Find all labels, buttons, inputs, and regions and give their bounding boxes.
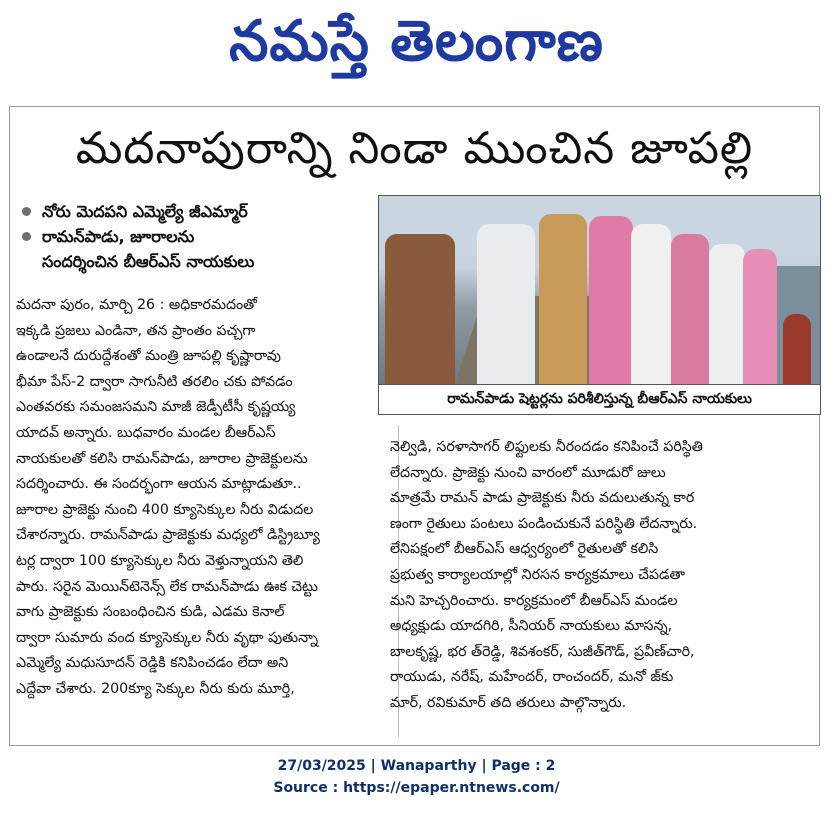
- article-headline: మదనాపురాన్ని నిండా ముంచిన జూపల్లి: [75, 123, 754, 174]
- page-footer: [0, 755, 833, 799]
- edition-info: 27/03/2025 | Wanaparthy | Page : 2: [277, 758, 556, 774]
- photo-person: [743, 249, 777, 384]
- photo-person: [671, 234, 709, 384]
- body-line: అధ్యక్షుడు యాదగిరి, సీనియర్ నాయకులు మాసన్న,: [390, 618, 673, 635]
- body-line: లేదన్నారు. ప్రాజెక్టు నుంచి వారంలో మూడురో జులు: [390, 464, 666, 481]
- newspaper-masthead: నమస్తే తెలంగాణ: [229, 9, 604, 74]
- source-link[interactable]: Source : https://epaper.ntnews.com/: [273, 780, 560, 796]
- body-line: మాత్రమే రామన్ పాడు ప్రాజెక్టుకు నీరు వదులుతున్న కార: [390, 490, 695, 507]
- article-highlights: [18, 199, 378, 274]
- body-line: నెల్విడి, సరళాసాగర్ లిఫ్టులకు నీరందడం కనిపించే పరిస్థితి: [390, 439, 703, 455]
- body-line: ఇక్కడి ప్రజలు ఎండినా, తన ప్రాంతం పచ్చగా: [16, 322, 256, 339]
- photo-person: [631, 224, 671, 384]
- body-line: ద్వారా సుమారు వంద క్యూసెక్కుల నీరు వృథా పుతున్నా: [16, 629, 318, 646]
- body-line: ఎంతవరకు సమంజసమని మాజీ జెడ్పీటీసీ కృష్ణయ్య: [16, 399, 296, 416]
- article-body-left-column: [16, 293, 398, 703]
- bullet-icon: [22, 207, 31, 216]
- photo-caption: రామన్‌పాడు షెట్టర్లను పరిశీలిస్తున్న బీఆర్ఎస్ నాయకులు: [378, 385, 821, 415]
- body-line: జూరాల ప్రాజెక్టు నుంచి 400 క్యూసెక్కుల నీరు విడుదల: [16, 501, 314, 518]
- highlight-text: రామన్‌పాడు, జూరాలను: [42, 227, 195, 246]
- photo-person: [589, 216, 633, 384]
- body-line: టర్ల ద్వారా 100 క్యూసెక్కుల నీరు వెళ్తున్నాయని తెలి: [16, 552, 304, 569]
- body-line: లేనిపక్షంలో బీఆర్ఎస్ ఆధ్వర్యంలో రైతులతో కలిసి: [390, 541, 659, 558]
- body-line: భీమా పేస్-2 ద్వారా సాగునీటి తరలిం చకు పోవడం: [16, 373, 293, 390]
- body-line: వాగు ప్రాజెక్టుకు సంబంధించిన కుడి, ఎడమ కెనాల్: [16, 604, 285, 621]
- body-line: చేశారన్నారు. రామన్‌పాడు ప్రాజెక్టుకు మధ్యలో డిస్ట్రిబ్యూ: [16, 527, 320, 544]
- body-line: మని హెచ్చరించారు. కార్యక్రమంలో బీఆర్ఎస్ మండల: [390, 592, 678, 609]
- body-line: నాయకులతో కలిసి రామన్‌పాడు, జూరాల ప్రాజెక్టులను: [16, 450, 308, 467]
- photo-person: [709, 244, 745, 384]
- photo-person: [783, 314, 811, 384]
- highlight-item: [18, 199, 378, 224]
- body-line: మార్, రవికుమార్ తది తరులు పాల్గొన్నారు.: [390, 694, 627, 711]
- highlight-text: నోరు మెదపని ఎమ్మెల్యే జీఎమ్మార్: [42, 202, 248, 221]
- body-line: సదర్శించారు. ఈ సందర్భంగా ఆయన మాట్లాడుతూ..: [16, 476, 302, 493]
- article-clipping: [9, 106, 820, 746]
- body-line: మదనా పురం, మార్చి 26 : అధికారమదంతో: [16, 297, 258, 313]
- body-line: ఎమ్మెల్యే మధుసూదన్ రెడ్డికి కనిపించడం లేదా అని: [16, 655, 289, 672]
- body-line: రాయుడు, నరేష్, మహేందర్, రాంచందర్, మనో జ్‌కు: [390, 669, 674, 686]
- photo-person: [539, 214, 587, 384]
- body-line: యాదవ్ అన్నారు. బుధవారం మండల బీఆర్ఎస్: [16, 424, 276, 441]
- body-line: ణంగా రైతులు పంటలు పండించుకునే పరిస్థితి లేదన్నారు.: [390, 515, 698, 532]
- body-line: ఉండాలనే దురుద్దేశంతో మంత్రి జూపల్లి కృష్ణారావు: [16, 348, 281, 365]
- bullet-icon: [22, 232, 31, 241]
- article-photo: [378, 195, 821, 385]
- body-line: పారు. సరైన మెయిన్‌టెనెన్స్ లేక రామన్‌పాడు ఊక చెట్టు: [16, 578, 318, 595]
- highlight-item: [18, 224, 378, 249]
- body-line: ప్రభుత్వ కార్యాలయాల్లో నిరసన కార్యక్రమాలు చేపడతా: [390, 566, 686, 583]
- article-body-right-column: [390, 435, 814, 717]
- photo-person: [477, 224, 535, 384]
- highlight-text-continued: సందర్శించిన బీఆర్ఎస్ నాయకులు: [42, 252, 255, 271]
- body-line: బాలకృష్ణ, భర త్‌రెడ్డి, శివశంకర్, సుజీత్‌గౌడ్, ప్రవీణ్‌చారి,: [390, 643, 695, 660]
- body-line: ఎద్దేవా చేశారు. 200క్యూ సెక్కుల నీరు కురు మూర్తి,: [16, 680, 295, 697]
